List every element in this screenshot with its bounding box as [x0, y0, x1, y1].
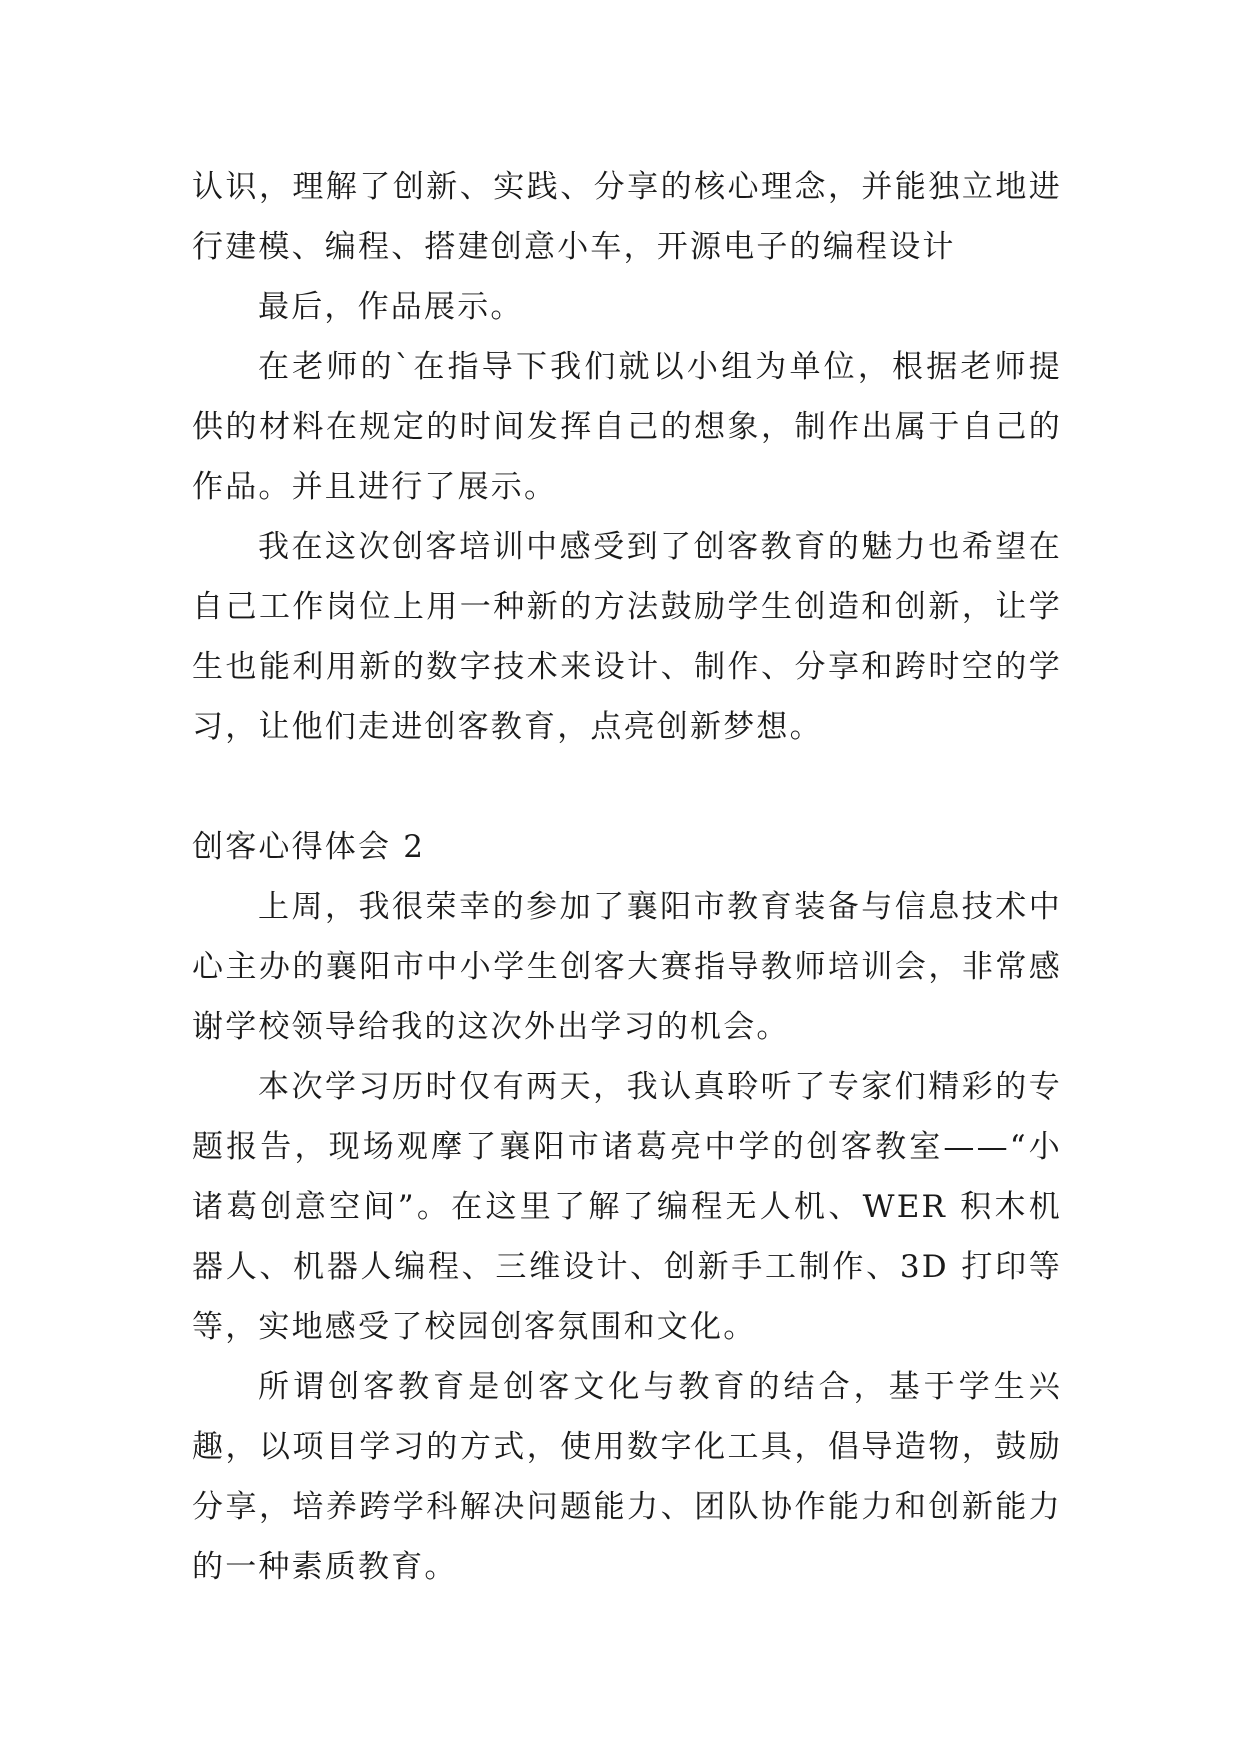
paragraph-group-work: 在老师的`在指导下我们就以小组为单位，根据老师提供的材料在规定的时间发挥自己的想象，制作出属于自己的作品。并且进行了展示。 — [192, 349, 1062, 505]
paragraph-training-intro: 上周，我很荣幸的参加了襄阳市教育装备与信息技术中心主办的襄阳市中小学生创客大赛指导教师培训会，非常感谢学校领导给我的这次外出学习的机会。 — [192, 889, 1062, 1045]
section-heading: 创客心得体会 2 — [192, 829, 426, 865]
section-spacer — [192, 757, 1062, 817]
paragraph-reflection: 我在这次创客培训中感受到了创客教育的魅力也希望在自己工作岗位上用一种新的方法鼓励学生创造和创新，让学生也能利用新的数字技术来设计、制作、分享和跨时空的学习，让他们走进创客教育，点亮创新梦想。 — [192, 529, 1062, 745]
paragraph-maker-education-definition: 所谓创客教育是创客文化与教育的结合，基于学生兴趣，以项目学习的方式，使用数字化工具，倡导造物，鼓励分享，培养跨学科解决问题能力、团队协作能力和创新能力的一种素质教育。 — [192, 1369, 1062, 1585]
paragraph-study-details: 本次学习历时仅有两天，我认真聆听了专家们精彩的专题报告，现场观摩了襄阳市诸葛亮中学的创客教室——“小诸葛创意空间”。在这里了解了编程无人机、WER 积木机器人、机器人编程、三维设计、创新手工制作、3D 打印等等，实地感受了校园创客氛围和文化。 — [192, 1069, 1062, 1345]
paragraph-continued: 认识，理解了创新、实践、分享的核心理念，并能独立地进行建模、编程、搭建创意小车，开源电子的编程设计 — [192, 169, 1062, 265]
paragraph-final-showcase: 最后，作品展示。 — [258, 289, 524, 325]
document-body — [192, 157, 1062, 1597]
